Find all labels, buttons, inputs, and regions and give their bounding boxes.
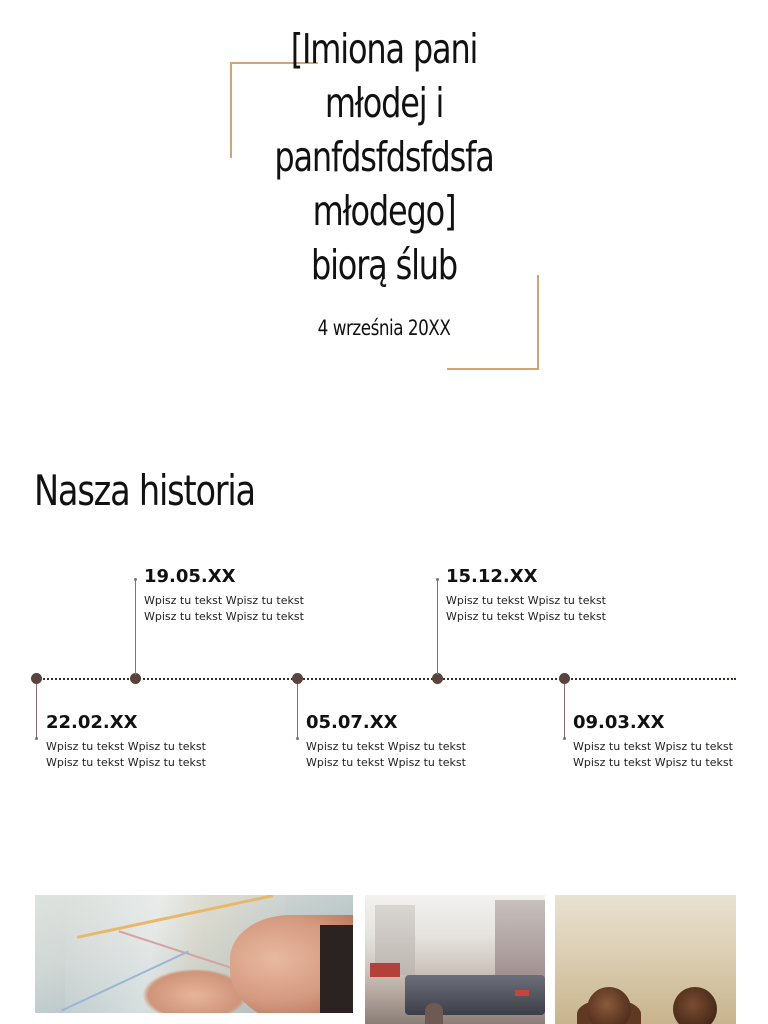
event-text: Wpisz tu tekst Wpisz tu tekst Wpisz tu tekst Wpisz tu tekst bbox=[46, 740, 206, 769]
event-text: Wpisz tu tekst Wpisz tu tekst Wpisz tu tekst Wpisz tu tekst bbox=[306, 740, 466, 769]
decorative-bracket-bottom-right-vertical bbox=[537, 275, 539, 370]
title-line: młodej i bbox=[324, 79, 444, 127]
section-title-story: Nasza historia bbox=[34, 466, 255, 515]
timeline-stem bbox=[297, 684, 298, 739]
event-date: 19.05.XX bbox=[144, 566, 236, 587]
photo-street bbox=[365, 895, 545, 1024]
title-line: panfdsfdsfdsfa bbox=[274, 133, 494, 181]
timeline-stem-tip bbox=[296, 737, 299, 740]
event-text: Wpisz tu tekst Wpisz tu tekst Wpisz tu tekst Wpisz tu tekst bbox=[573, 740, 733, 769]
timeline-event bbox=[446, 566, 636, 625]
event-date: 05.07.XX bbox=[306, 712, 398, 733]
decorative-bracket-top-left-vertical bbox=[230, 62, 232, 158]
timeline-axis bbox=[36, 678, 736, 680]
timeline-stem-tip bbox=[436, 578, 439, 581]
timeline-event bbox=[46, 712, 236, 771]
wedding-date: 4 września 20XX bbox=[317, 316, 451, 340]
timeline-stem bbox=[36, 684, 37, 739]
photo-map bbox=[35, 895, 353, 1013]
decorative-bracket-bottom-right bbox=[447, 368, 539, 370]
title-line: [Imiona pani bbox=[290, 25, 478, 73]
timeline-stem-tip bbox=[35, 737, 38, 740]
event-date: 09.03.XX bbox=[573, 712, 665, 733]
timeline-dot bbox=[559, 673, 570, 684]
timeline-stem-tip bbox=[134, 578, 137, 581]
timeline-stem-tip bbox=[563, 737, 566, 740]
timeline-event bbox=[573, 712, 763, 771]
timeline-dot bbox=[31, 673, 42, 684]
event-date: 22.02.XX bbox=[46, 712, 138, 733]
event-date: 15.12.XX bbox=[446, 566, 538, 587]
timeline-stem bbox=[437, 580, 438, 675]
photo-couple bbox=[555, 895, 736, 1024]
event-text: Wpisz tu tekst Wpisz tu tekst Wpisz tu tekst Wpisz tu tekst bbox=[144, 594, 304, 623]
title-line: biorą ślub bbox=[310, 241, 458, 289]
timeline-dot bbox=[292, 673, 303, 684]
title-line: młodego] bbox=[312, 187, 456, 235]
timeline-event bbox=[144, 566, 334, 625]
page-title bbox=[234, 22, 534, 292]
event-text: Wpisz tu tekst Wpisz tu tekst Wpisz tu tekst Wpisz tu tekst bbox=[446, 594, 606, 623]
timeline-stem bbox=[135, 580, 136, 675]
timeline-event bbox=[306, 712, 496, 771]
timeline-stem bbox=[564, 684, 565, 739]
